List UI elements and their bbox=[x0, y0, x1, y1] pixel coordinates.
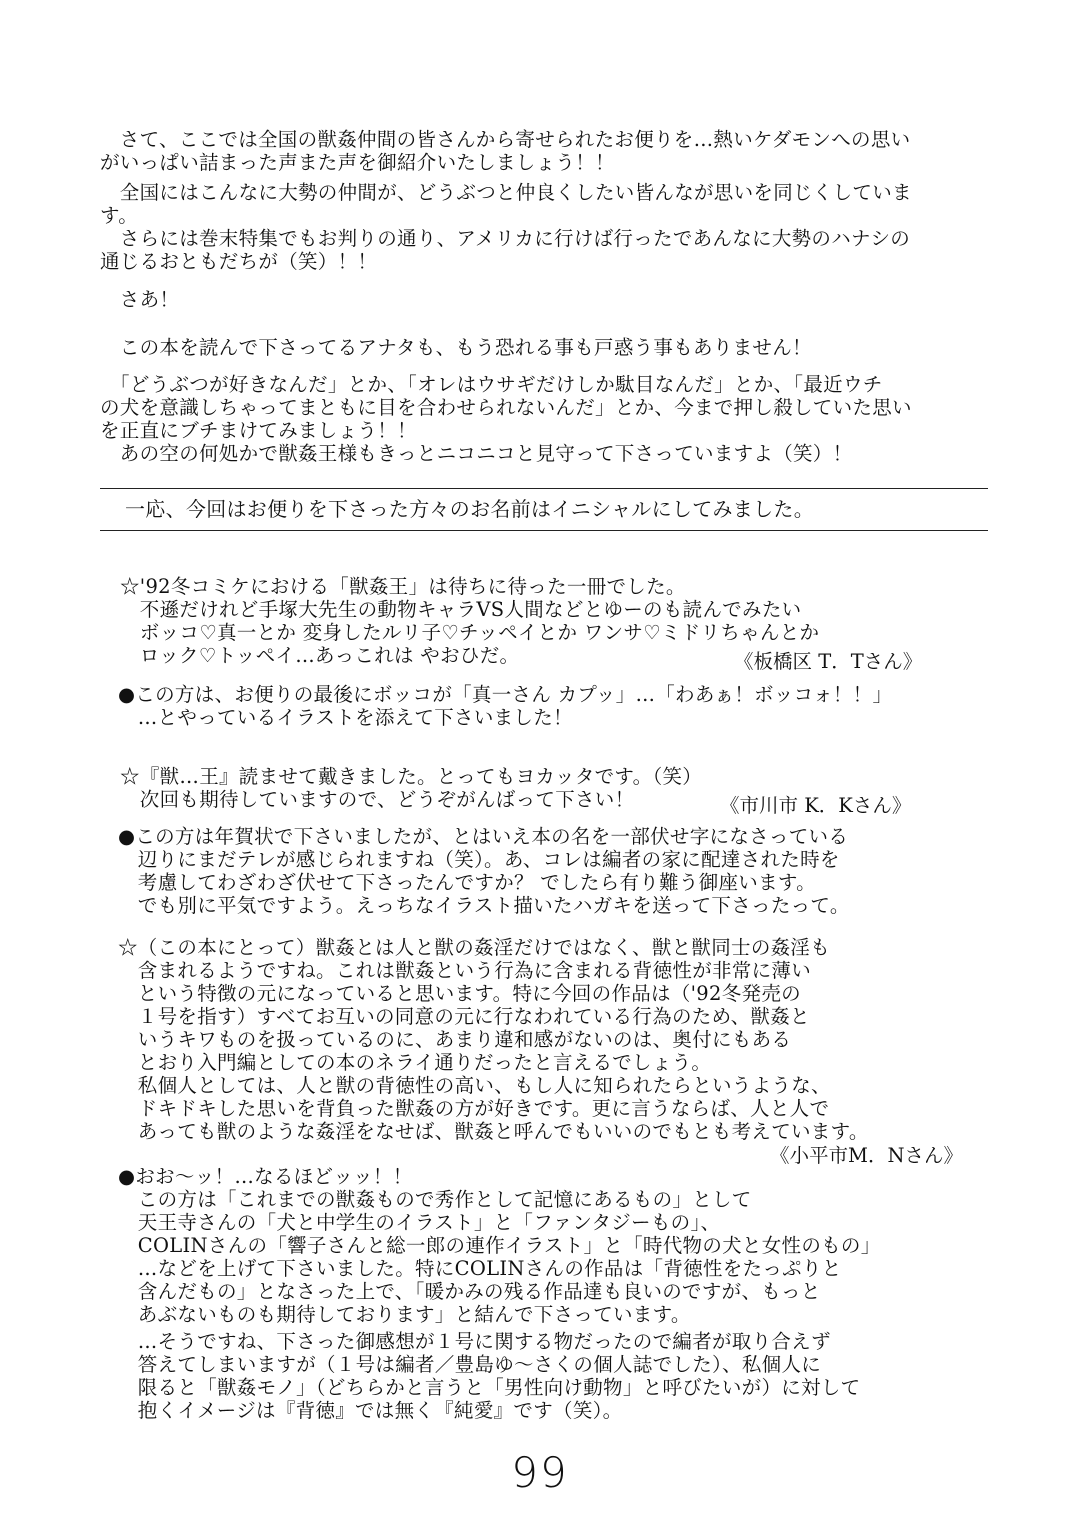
intro-paragraph-3: さあ！ bbox=[100, 288, 180, 311]
intro-paragraph-2: 全国にはこんなに大勢の仲間が、どうぶつと仲良くしたい皆んなが思いを同じくしていま す。 さらには巻末特集でもお判りの通り、アメリカに行けば行ったであんなに大勢のハナシの 通じるおともだちが（笑）！！ bbox=[100, 181, 912, 273]
divider-top bbox=[100, 488, 988, 489]
letter-1-reply: ●この方は、お便りの最後にボッコが「真一さん カプッ」…「わあぁ！ボッコォ！！」 …とやっているイラストを添えて下さいました！ bbox=[118, 683, 893, 729]
letter-3-signature: 《小平市M．Nさん》 bbox=[770, 1144, 964, 1167]
page-number: 99 bbox=[511, 1448, 569, 1497]
divider-bottom bbox=[100, 530, 988, 531]
intro-paragraph-1: さて、ここでは全国の獣姦仲間の皆さんから寄せられたお便りを…熱いケダモンへの思い がいっぱい詰まった声また声を御紹介いたしましょう！！ bbox=[100, 128, 911, 174]
letter-3-reply: ●おお～ッ！…なるほどッッ！！ この方は「これまでの獣姦もので秀作として記憶にあるもの」として 天王寺さんの「犬と中学生のイラスト」と「ファンタジーもの」、 COLINさんの「響子さんと総一郎の連作イラスト」と「時代物の犬と女性のもの」 …などを上げて下さいました。特にCOLINさんの作品は「背徳性をたっぷりと 含んだもの」となさった上で、「暖かみの残る作品達も良いのですが、もっと あぶないものも期待しております」と結んで下さっています。 bbox=[118, 1165, 881, 1326]
letter-3-reply-continued: …そうですね、下さった御感想が１号に関する物だったので編者が取り合えず 答えてしまいますが（１号は編者／豊島ゆ～さくの個人誌でした）、私個人に 限ると「獣姦モノ」（どちらかと言うと「男性向け動物」と呼びたいが）に対して 抱くイメージは『背徳』では無く『純愛』です（笑）。 bbox=[137, 1330, 861, 1422]
letter-1-signature: 《板橋区 T．Tさん》 bbox=[734, 650, 923, 673]
letter-2-reply: ●この方は年賀状で下さいましたが、とはいえ本の名を一部伏せ字になさっている 辺りにまだテレが感じられますね（笑）。あ、コレは編者の家に配達された時を 考慮してわざわざ伏せて下さったんですか？ でしたら有り難う御座います。 でも別に平気ですよう。えっちなイラスト描いたハガキを送って下さったって。 bbox=[118, 825, 850, 917]
intro-paragraph-4: この本を読んで下さってるアナタも、もう恐れる事も戸惑う事もありません！ bbox=[100, 336, 812, 359]
letter-2-signature: 《市川市 K．Kさん》 bbox=[720, 794, 912, 817]
letter-2-body: ☆『獣…王』読ませて戴きました。とってもヨカッタです。（笑） 次回も期待していますので、どうぞがんばって下さい！ bbox=[120, 765, 703, 811]
letter-1-body: ☆'92冬コミケにおける「獣姦王」は待ちに待った一冊でした。 不遜だけれど手塚大先生の動物キャラVS人間などとゆーのも読んでみたい ボッコ♡真一とか 変身したルリ子♡チッペイとか ワンサ♡ミドリちゃんとか ロック♡トッペイ…あっこれは やおひだ。 bbox=[120, 575, 820, 667]
intro-paragraph-5: 「どうぶつが好きなんだ」とか、「オレはウサギだけしか駄目なんだ」とか、「最近ウチ の犬を意識しちゃってまともに目を合わせられないんだ」とか、今まで押し殺していた思い を正直にブチまけてみましょう！！ あの空の何処かで獣姦王様もきっとニコニコと見守って下さっていますよ（笑）！ bbox=[100, 373, 912, 465]
initials-notice: 一応、今回はお便りを下さった方々のお名前はイニシャルにしてみました。 bbox=[125, 497, 814, 521]
letter-3-body: ☆（この本にとって）獣姦とは人と獣の姦淫だけではなく、獣と獣同士の姦淫も 含まれるようですね。これは獣姦という行為に含まれる背徳性が非常に薄い という特徴の元になっていると思います。特に今回の作品は（'92冬発売の １号を指す）すべてお互いの同意の元に行なわれている行為のため、獣姦と いうキワものを扱っているのに、あまり違和感がないのは、奥付にもある とおり入門編としての本のネライ通りだったと言えるでしょう。 私個人としては、人と獣の背徳性の高い、もし人に知られたらというような、 ドキドキした思いを背負った獣姦の方が好きです。更に言うならば、人と人で あっても獣のような姦淫をなせば、獣姦と呼んでもいいのでもとも考えています。 bbox=[118, 936, 869, 1143]
